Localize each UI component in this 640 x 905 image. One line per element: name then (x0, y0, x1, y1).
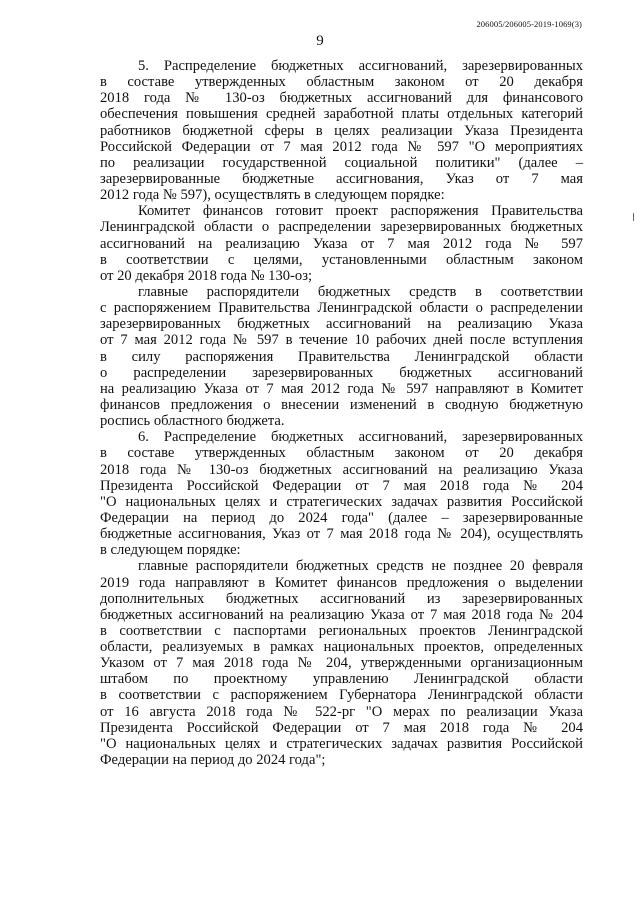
text-line: 5. Распределение бюджетных ассигнований, зарезервированных (138, 58, 583, 74)
text-line: 2018 года № 130-оз бюджетных ассигнований на реализацию Указа (100, 461, 583, 478)
paragraph (100, 58, 583, 203)
margin-mark (633, 213, 634, 221)
text-line: финансов предложения о внесении изменений в сводную бюджетную (100, 396, 583, 413)
text-line: Российской Федерации от 7 мая 2012 года № 597 "О мероприятиях (100, 138, 583, 155)
text-line: штабом по проектному управлению Ленинградской области (100, 671, 583, 688)
text-line: 2018 года № 130-оз бюджетных ассигнований для финансового (100, 90, 583, 107)
text-line: Федерации на период до 2024 года"; (100, 752, 326, 769)
paragraph (100, 203, 583, 284)
text-line: в соответствии с паспортами региональных проектов Ленинградской (100, 622, 583, 639)
text-line: "О национальных целях и стратегических задачах развития Российской (100, 735, 583, 752)
text-line: Федерации на период до 2024 года" (далее – зарезервированные (100, 509, 583, 526)
text-line: роспись областного бюджета. (100, 413, 285, 430)
text-line: Указом от 7 мая 2018 года № 204, утвержденными организационным (100, 655, 583, 672)
paragraph (100, 558, 583, 768)
text-line: в следующем порядке: (100, 542, 241, 559)
text-line: на реализацию Указа от 7 мая 2012 года № 597 направляют в Комитет (100, 380, 583, 397)
text-line: 2012 года № 597), осуществлять в следующем порядке: (100, 187, 445, 204)
text-line: Ленинградской области о распределении зарезервированных бюджетных (100, 219, 583, 236)
document-body (100, 58, 583, 768)
text-line: в составе утвержденных областным законом от 20 декабря (100, 74, 583, 91)
text-line: 2019 года направляют в Комитет финансов предложения о выделении (100, 574, 583, 591)
text-line: Комитет финансов готовит проект распоряжения Правительства (138, 203, 583, 220)
text-line: главные распорядители бюджетных средств не позднее 20 февраля (138, 558, 583, 575)
text-line: бюджетных ассигнований на реализацию Указа от 7 мая 2018 года № 204 (100, 606, 583, 623)
text-line: в составе утвержденных областным законом от 20 декабря (100, 445, 583, 462)
text-line: "О национальных целях и стратегических задачах развития Российской (100, 493, 583, 510)
text-line: зарезервированных бюджетных ассигнований на реализацию Указа (100, 316, 583, 333)
text-line: в силу распоряжения Правительства Ленинградской области (100, 348, 583, 365)
text-line: по реализации государственной социальной политики" (далее – (100, 154, 583, 171)
text-line: зарезервированные бюджетные ассигнования, Указ от 7 мая (100, 170, 583, 187)
paragraph (100, 284, 583, 429)
text-line: о распределении зарезервированных бюджетных ассигнований (100, 364, 583, 381)
page-number: 9 (316, 33, 324, 49)
text-line: в соответствии с распоряжением Губернатора Ленинградской области (100, 687, 583, 704)
text-line: с распоряжением Правительства Ленинградской области о распределении (100, 300, 583, 317)
document-code: 206005/206005-2019-1069(3) (476, 19, 582, 29)
text-line: от 16 августа 2018 года № 522-рг "О мерах по реализации Указа (100, 703, 583, 720)
paragraph (100, 429, 583, 558)
text-line: обеспечения повышения средней заработной платы отдельных категорий (100, 106, 583, 123)
text-line: главные распорядители бюджетных средств в соответствии (138, 283, 583, 300)
text-line: Президента Российской Федерации от 7 мая 2018 года № 204 (100, 719, 583, 736)
text-line: 6. Распределение бюджетных ассигнований, зарезервированных (138, 429, 583, 446)
text-line: в соответствии с целями, установленными областным законом (100, 251, 583, 268)
text-line: дополнительных бюджетных ассигнований из зарезервированных (100, 590, 583, 607)
text-line: Президента Российской Федерации от 7 мая 2018 года № 204 (100, 477, 583, 494)
text-line: от 7 мая 2012 года № 597 в течение 10 рабочих дней после вступления (100, 332, 583, 349)
text-line: работников бюджетной сферы в целях реализации Указа Президента (100, 122, 583, 139)
text-line: ассигнований на реализацию Указа от 7 мая 2012 года № 597 (100, 235, 583, 252)
text-line: области, реализуемых в рамках национальных проектов, определенных (100, 639, 583, 656)
text-line: от 20 декабря 2018 года № 130-оз; (100, 267, 313, 284)
text-line: бюджетные ассигнования, Указ от 7 мая 2018 года № 204), осуществлять (100, 526, 583, 543)
